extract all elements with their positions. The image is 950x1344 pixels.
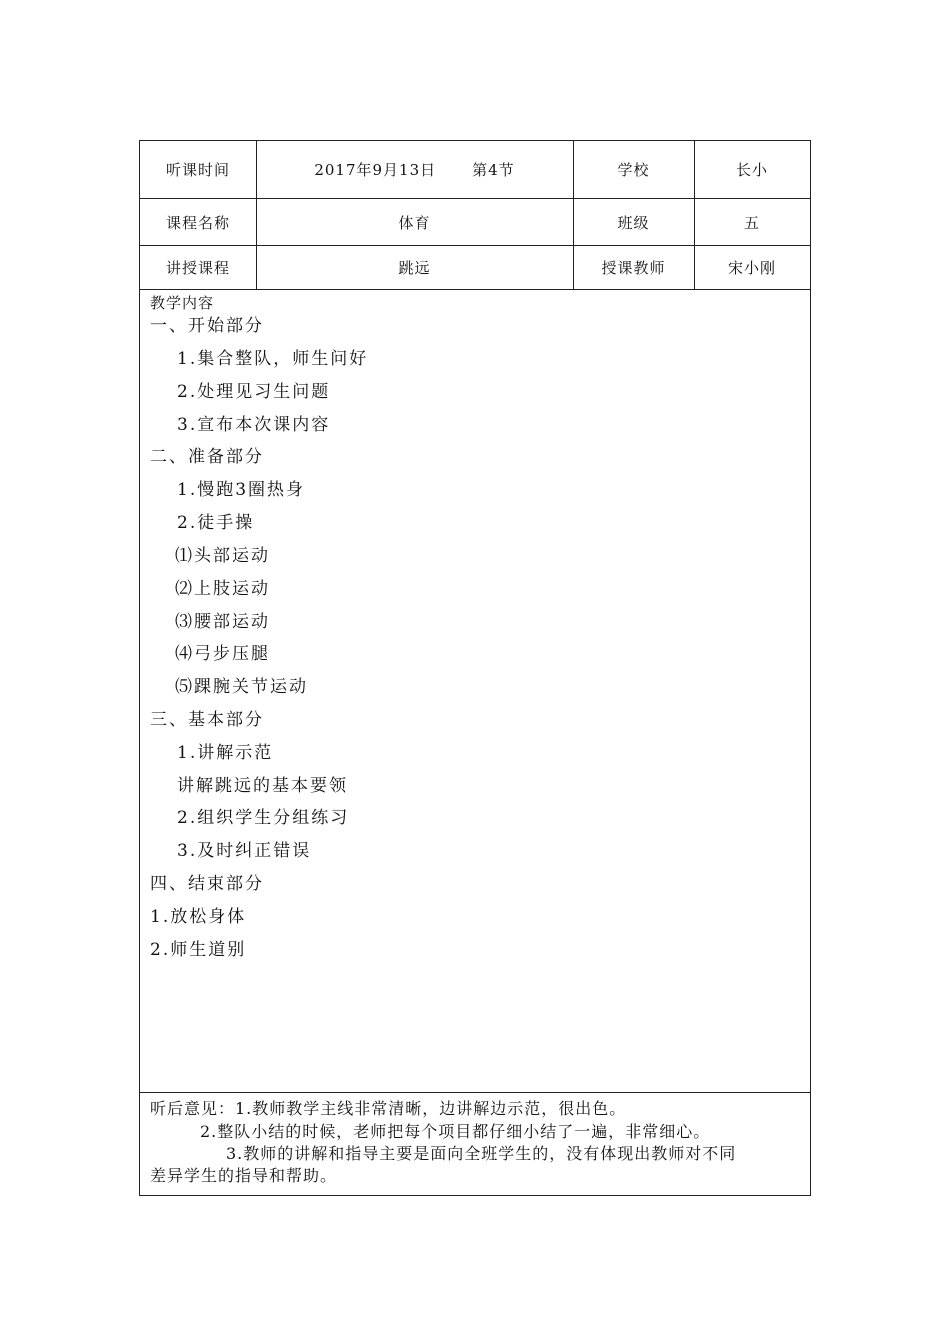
content-subitem: ⑴头部运动 [175,546,270,566]
opinion-line: 听后意见：1.教师教学主线非常清晰，边讲解边示范，很出色。 [150,1099,627,1118]
course-name-label: 课程名称 [165,213,230,232]
section-heading: 四、结束部分 [150,874,264,894]
topic-label: 讲授课程 [165,259,230,277]
class-value: 五 [743,213,760,232]
opinion-line: 3.教师的讲解和指导主要是面向全班学生的，没有体现出教师对不同 [226,1144,737,1163]
school-label: 学校 [617,161,650,179]
header-row-course [140,199,810,246]
period-value: 第4节 [472,161,515,179]
header-row-topic [140,246,810,290]
topic-value: 跳远 [398,259,431,277]
time-label: 听课时间 [165,161,230,179]
content-subitem: ⑵上肢运动 [175,579,270,599]
content-item: 3.及时纠正错误 [177,841,312,861]
content-item: 3.宣布本次课内容 [177,415,331,435]
teacher-label: 授课教师 [601,259,666,277]
content-item: 2.师生道别 [150,940,247,960]
header-row-time [140,141,810,199]
section-heading: 一、开始部分 [150,316,264,336]
opinion-line: 2.整队小结的时候，老师把每个项目都仔细小结了一遍，非常细心。 [200,1122,711,1141]
date-value: 2017年9月13日 [314,161,437,179]
content-item: 讲解跳远的基本要领 [177,776,348,796]
content-subitem: ⑶腰部运动 [175,612,270,632]
class-label: 班级 [617,213,650,232]
content-subitem: ⑸踝腕关节运动 [175,677,308,697]
content-item: 1.放松身体 [150,907,247,927]
content-item: 2.组织学生分组练习 [177,808,350,828]
content-item: 1.集合整队，师生问好 [177,349,369,369]
content-item: 1.讲解示范 [177,743,274,763]
content-subitem: ⑷弓步压腿 [175,644,270,664]
school-value: 长小 [735,161,768,179]
teacher-value: 宋小刚 [727,259,776,277]
content-item: 2.处理见习生问题 [177,382,331,402]
observation-form [139,140,811,1196]
section-heading: 二、准备部分 [150,447,264,467]
content-title: 教学内容 [150,294,215,312]
section-heading: 三、基本部分 [150,710,264,730]
content-item: 1.慢跑3圈热身 [177,480,306,500]
opinion-line: 差异学生的指导和帮助。 [150,1166,338,1185]
course-name-value: 体育 [398,213,431,232]
teaching-content [140,290,810,1093]
time-value [256,141,573,198]
post-lesson-opinion [140,1093,810,1195]
content-item: 2.徒手操 [177,513,255,533]
